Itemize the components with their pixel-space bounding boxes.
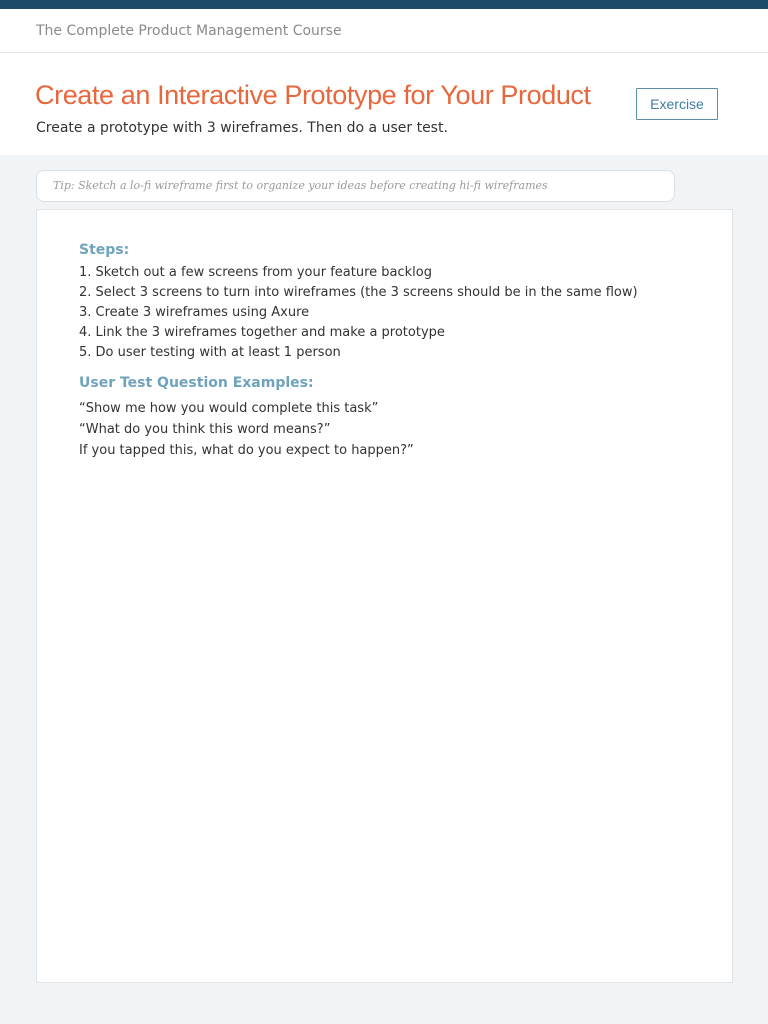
step-item: 4. Link the 3 wireframes together and make a prototype	[79, 325, 445, 340]
question-item: If you tapped this, what do you expect to happen?”	[79, 443, 414, 458]
content-panel	[36, 209, 733, 983]
questions-heading: User Test Question Examples:	[79, 375, 314, 391]
question-item: “Show me how you would complete this task”	[79, 401, 379, 416]
question-item: “What do you think this word means?”	[79, 422, 331, 437]
steps-heading: Steps:	[79, 242, 130, 258]
step-item: 5. Do user testing with at least 1 person	[79, 345, 341, 360]
page-subtitle: Create a prototype with 3 wireframes. Then do a user test.	[36, 120, 448, 136]
tip-box	[36, 170, 675, 202]
page-header	[0, 53, 768, 155]
step-item: 2. Select 3 screens to turn into wireframes (the 3 screens should be in the same flow)	[79, 285, 638, 300]
steps-list	[79, 263, 638, 363]
page-title: Create an Interactive Prototype for Your Product	[35, 80, 591, 110]
tip-text: Tip: Sketch a lo-fi wireframe first to organize your ideas before creating hi-fi wireframes	[53, 179, 548, 192]
step-item: 1. Sketch out a few screens from your feature backlog	[79, 265, 432, 280]
questions-list	[79, 398, 414, 461]
exercise-button[interactable]: Exercise	[636, 88, 718, 120]
step-item: 3. Create 3 wireframes using Axure	[79, 305, 310, 320]
top-strip	[0, 0, 768, 9]
course-title[interactable]: The Complete Product Management Course	[36, 23, 342, 39]
course-bar	[0, 9, 768, 53]
